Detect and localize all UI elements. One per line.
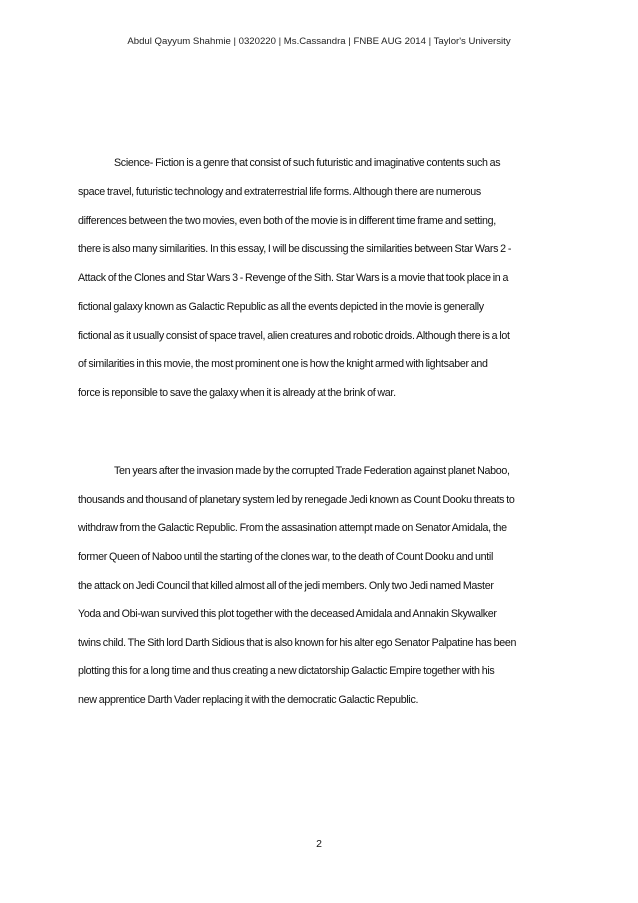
page-header: Abdul Qayyum Shahmie | 0320220 | Ms.Cassandra | FNBE AUG 2014 | Taylor's University <box>127 36 511 47</box>
paragraph-line: withdraw from the Galactic Republic. From the assasination attempt made on Senator Amidala, the <box>78 522 507 534</box>
page-number: 2 <box>316 838 322 850</box>
paragraph-line: differences between the two movies, even both of the movie is in different time frame and setting, <box>78 215 496 227</box>
paragraph-line: plotting this for a long time and thus creating a new dictatorship Galactic Empire together with his <box>78 665 495 677</box>
paragraph-line: Science- Fiction is a genre that consist of such futuristic and imaginative contents such as <box>114 157 501 169</box>
paragraph-line: Ten years after the invasion made by the corrupted Trade Federation against planet Naboo, <box>114 465 510 477</box>
paragraph-line: thousands and thousand of planetary system led by renegade Jedi known as Count Dooku threats to <box>78 494 515 506</box>
paragraph-line: force is reponsible to save the galaxy when it is already at the brink of war. <box>78 387 396 399</box>
paragraph-line: new apprentice Darth Vader replacing it with the democratic Galactic Republic. <box>78 694 419 706</box>
paragraph-line: there is also many similarities. In this essay, I will be discussing the similarities between Star Wars 2 - <box>78 243 512 255</box>
paragraph-line: twins child. The Sith lord Darth Sidious that is also known for his alter ego Senator Palpatine has been <box>78 637 517 649</box>
paragraph-line: Attack of the Clones and Star Wars 3 - Revenge of the Sith. Star Wars is a movie that took place in a <box>78 272 509 284</box>
paragraph-line: the attack on Jedi Council that killed almost all of the jedi members. Only two Jedi named Master <box>78 580 494 592</box>
paragraph-line: fictional galaxy known as Galactic Republic as all the events depicted in the movie is generally <box>78 301 484 313</box>
paragraph-line: fictional as it usually consist of space travel, alien creatures and robotic droids. Although there is a lot <box>78 330 510 342</box>
paragraph-line: of similarities in this movie, the most prominent one is how the knight armed with lightsaber and <box>78 358 488 370</box>
paragraph-line: space travel, futuristic technology and extraterrestrial life forms. Although there are numerous <box>78 186 481 198</box>
paragraph-line: former Queen of Naboo until the starting of the clones war, to the death of Count Dooku and until <box>78 551 494 563</box>
paragraph-line: Yoda and Obi-wan survived this plot together with the deceased Amidala and Annakin Skywalker <box>78 608 497 620</box>
